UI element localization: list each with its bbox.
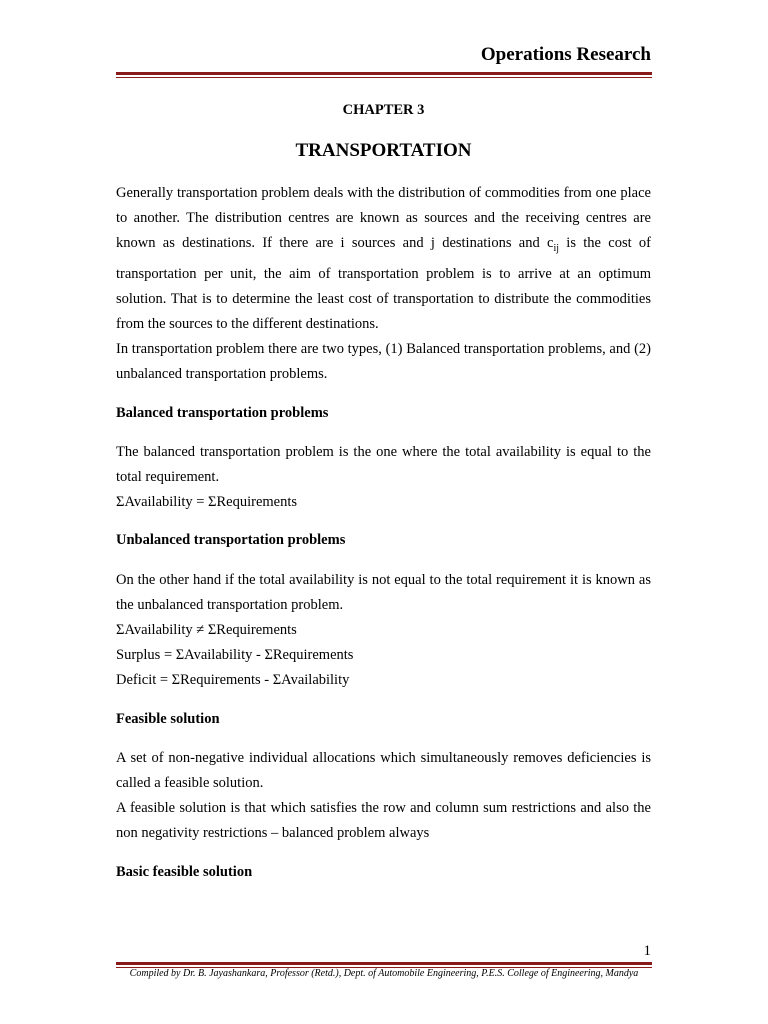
header-rule-thick: [116, 72, 652, 75]
basic-feasible-heading: Basic feasible solution: [116, 863, 253, 880]
footer-rule-thick: [116, 962, 652, 965]
balanced-text: The balanced transportation problem is the one where the total availability is equal to the total requirement.: [116, 443, 651, 485]
page-number: 1: [643, 943, 651, 959]
feasible-heading: Feasible solution: [116, 710, 220, 727]
surplus-formula: Surplus = ΣAvailability - ΣRequirements: [116, 647, 354, 664]
unbalanced-text: On the other hand if the total availability is not equal to the total requirement it is known as the unbalanced transportation problem.: [116, 571, 651, 613]
page-body: [116, 98, 651, 899]
intro-text-part2: is the cost of transportation per unit, the aim of transportation problem is to arrive at an optimum solution. That is to determine the least cost of transportation to distribute the commodities from the sources to the different destinations.: [116, 235, 651, 332]
unbalanced-formula-inequality: ΣAvailability ≠ ΣRequirements: [116, 621, 297, 638]
intro-paragraph: [116, 181, 651, 337]
feasible-text-1: A set of non-negative individual allocations which simultaneously removes deficiencies is called a feasible solution.: [116, 749, 651, 791]
unbalanced-heading: Unbalanced transportation problems: [116, 532, 346, 549]
feasible-text-2: A feasible solution is that which satisfies the row and column sum restrictions and also the non negativity restrictions – balanced problem always: [116, 800, 651, 842]
chapter-label: CHAPTER 3: [342, 102, 425, 118]
deficit-formula: Deficit = ΣRequirements - ΣAvailability: [116, 672, 350, 689]
intro-subscript: ij: [553, 243, 559, 255]
running-header-title: Operations Research: [480, 44, 651, 65]
intro-text-part1: Generally transportation problem deals with the distribution of commodities from one place to another. The distribution centres are known as sources and the receiving centres are known as destinations. If there are i sources and j destinations and c: [116, 185, 651, 252]
header-rule-thin: [116, 77, 652, 78]
balanced-formula: ΣAvailability = ΣRequirements: [116, 494, 298, 511]
balanced-heading: Balanced transportation problems: [116, 404, 329, 421]
chapter-title: TRANSPORTATION: [295, 140, 472, 161]
footer-credit: Compiled by Dr. B. Jayashankara, Professor (Retd.), Dept. of Automobile Engineering, P.E.S. College of Engineering, Mandya: [129, 968, 639, 979]
types-paragraph: In transportation problem there are two types, (1) Balanced transportation problems, and (2) unbalanced transportation problems.: [116, 341, 651, 383]
